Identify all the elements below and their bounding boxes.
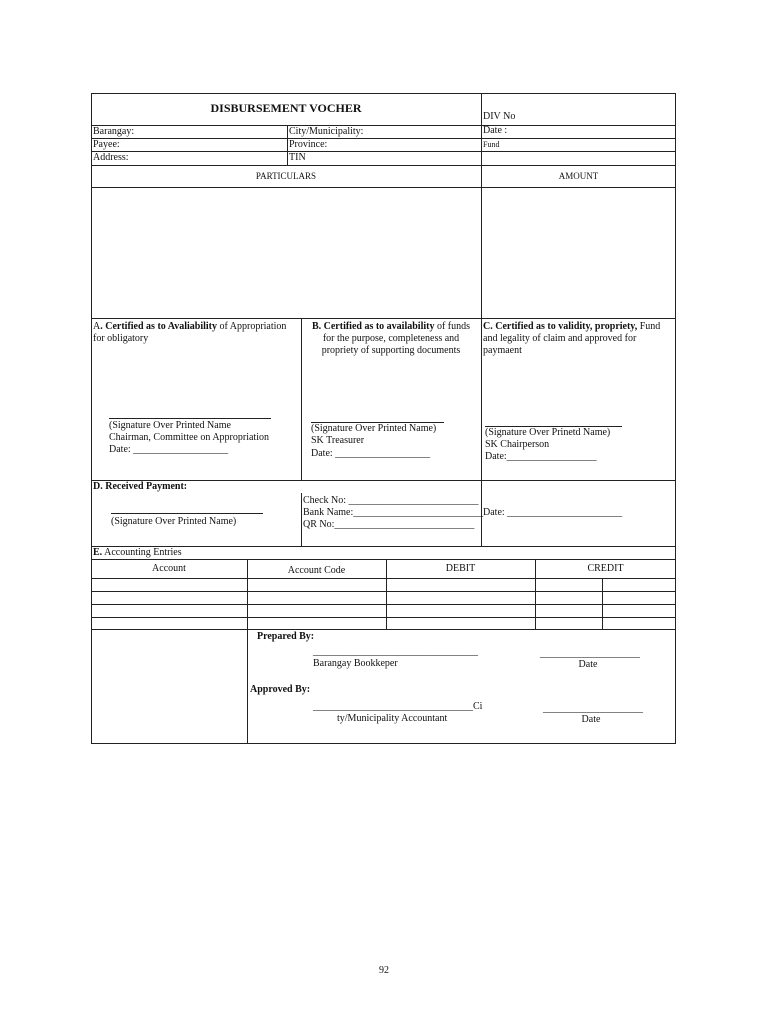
cert-c-heading: C. Certified as to validity, propriety, Fund bbox=[483, 321, 661, 332]
qr-no-field: QR No:____________________________ bbox=[303, 519, 475, 530]
cert-a-text: for obligatory bbox=[93, 333, 149, 344]
signature-line bbox=[111, 513, 263, 514]
column-header-debit: DEBIT bbox=[445, 563, 476, 574]
received-date-field: Date: _______________________ bbox=[483, 507, 623, 518]
page-number: 92 bbox=[379, 965, 389, 976]
amount-header: AMOUNT bbox=[558, 171, 599, 181]
approved-name: ty/Municipality Accountant bbox=[337, 713, 448, 724]
tin-label: TIN bbox=[289, 152, 306, 163]
table-row-line bbox=[91, 591, 676, 592]
divider bbox=[91, 165, 676, 166]
province-label: Province: bbox=[289, 139, 328, 150]
cert-a-signatory-title: Chairman, Committee on Appropriation bbox=[109, 432, 269, 443]
cert-b-date: Date: ___________________ bbox=[311, 448, 431, 459]
divider bbox=[247, 559, 248, 744]
received-payment-heading: D. Received Payment: bbox=[93, 481, 188, 492]
payee-label: Payee: bbox=[93, 139, 120, 150]
check-no-field: Check No: __________________________ bbox=[303, 495, 479, 506]
cert-a-signature-label: (Signature Over Printed Name bbox=[109, 420, 231, 431]
prepared-date-line: ____________________ bbox=[540, 648, 640, 659]
divider bbox=[91, 318, 676, 319]
address-label: Address: bbox=[93, 152, 129, 163]
cert-c-date: Date:__________________ bbox=[485, 451, 597, 462]
table-row-line bbox=[91, 604, 676, 605]
cert-c-signatory-title: SK Chairperson bbox=[485, 439, 550, 450]
divider bbox=[287, 125, 288, 165]
prepared-date-label: Date bbox=[578, 659, 598, 670]
column-header-account-code: Account Code bbox=[287, 565, 346, 576]
date-label: Date : bbox=[483, 125, 508, 136]
cert-b-text: propriety of supporting documents bbox=[321, 345, 461, 356]
cert-b-text: for the purpose, completeness and bbox=[322, 333, 460, 344]
city-label: City/Municipality: bbox=[289, 126, 364, 137]
cert-c-signature-label: (Signature Over Prinetd Name) bbox=[485, 427, 611, 438]
fund-label: Fund bbox=[483, 140, 500, 149]
divider bbox=[91, 138, 676, 139]
bank-name-field: Bank Name:__________________________ bbox=[303, 507, 484, 518]
prepared-name: Barangay Bookkeper bbox=[313, 658, 398, 669]
table-row-line bbox=[91, 629, 676, 630]
cert-c-text: paymaent bbox=[483, 345, 522, 356]
approved-signature-line: ________________________________Ci bbox=[313, 701, 483, 712]
cert-b-signature-label: (Signature Over Printed Name) bbox=[311, 423, 437, 434]
divider bbox=[91, 151, 676, 152]
barangay-label: Barangay: bbox=[93, 126, 135, 137]
table-row-line bbox=[91, 617, 676, 618]
cert-b-signatory-title: SK Treasurer bbox=[311, 435, 365, 446]
cert-a-heading: A. Certified as to Avaliability of Appropriation bbox=[93, 321, 287, 332]
particulars-header: PARTICULARS bbox=[255, 171, 317, 181]
divider bbox=[602, 578, 603, 629]
divider bbox=[91, 187, 676, 188]
prepared-by-label: Prepared By: bbox=[257, 631, 315, 642]
div-no-label: DIV No bbox=[483, 111, 516, 122]
divider bbox=[91, 125, 676, 126]
received-signature-label: (Signature Over Printed Name) bbox=[111, 516, 237, 527]
cert-c-text: and legality of claim and approved for bbox=[483, 333, 637, 344]
divider bbox=[301, 493, 302, 546]
column-header-account: Account bbox=[152, 563, 186, 574]
prepared-signature-line: _________________________________ bbox=[313, 646, 478, 657]
approved-by-label: Approved By: bbox=[250, 684, 311, 695]
column-header-credit: CREDIT bbox=[587, 563, 624, 574]
approved-date-label: Date bbox=[581, 714, 601, 725]
cert-a-date: Date: ___________________ bbox=[109, 444, 229, 455]
cert-b-heading: B. Certified as to availability of funds bbox=[311, 321, 471, 332]
signature-line bbox=[109, 418, 271, 419]
form-title: DISBURSEMENT VOCHER bbox=[210, 101, 362, 115]
divider bbox=[91, 559, 676, 560]
divider bbox=[481, 187, 482, 318]
approved-date-line: ____________________ bbox=[543, 703, 643, 714]
accounting-entries-heading: E. Accounting Entries bbox=[93, 547, 182, 558]
table-row-line bbox=[91, 578, 676, 579]
